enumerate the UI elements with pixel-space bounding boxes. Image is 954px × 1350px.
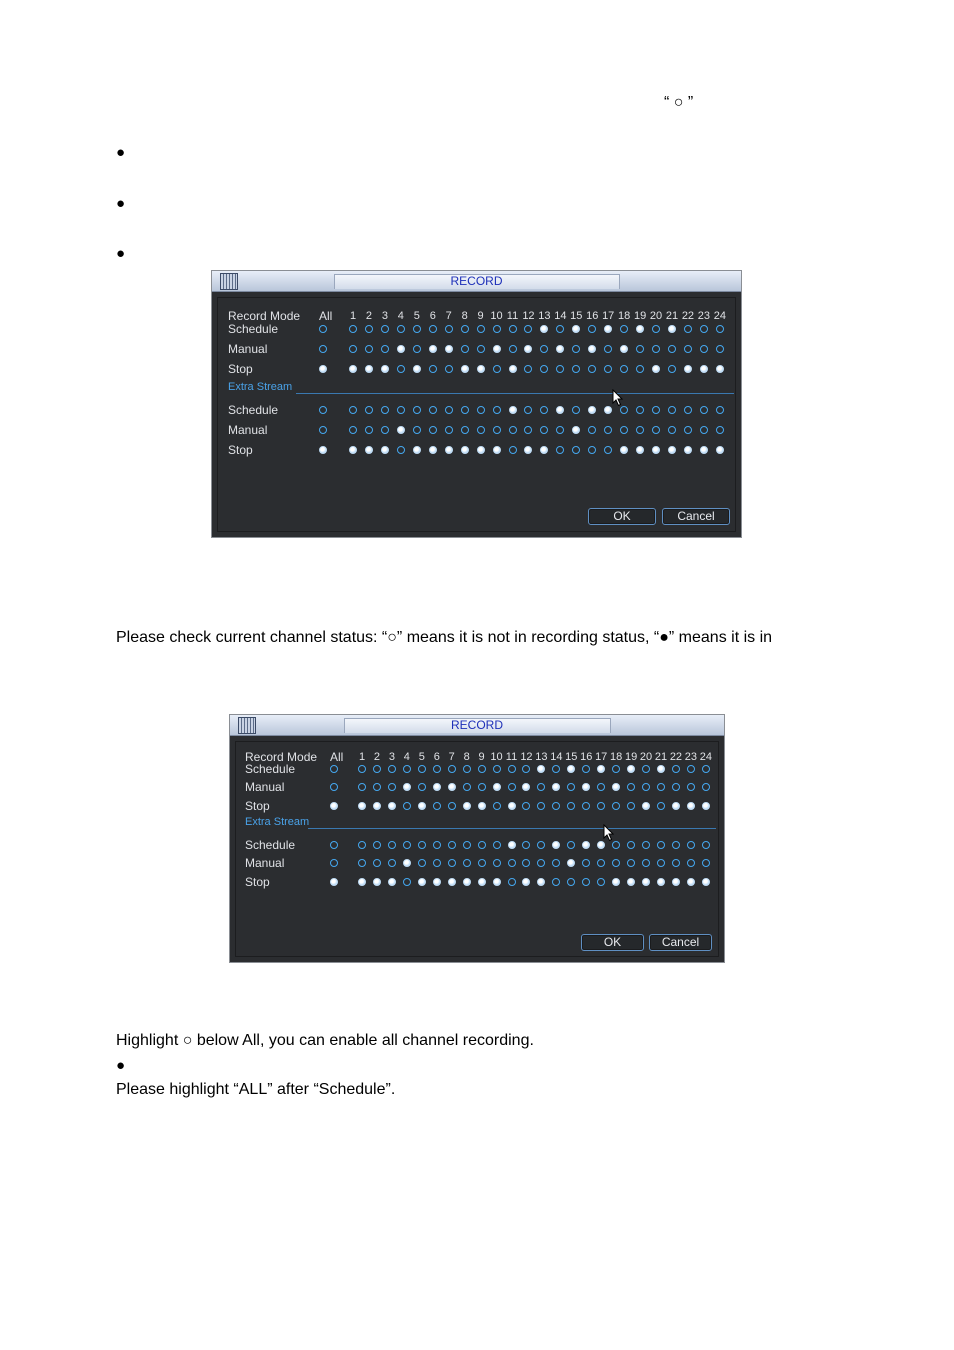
- channel-radio[interactable]: [413, 345, 421, 353]
- content-frame: [235, 741, 719, 957]
- channel-radio[interactable]: [445, 426, 453, 434]
- channel-number: 8: [463, 751, 470, 763]
- channel-radio[interactable]: [461, 446, 469, 454]
- channel-radio[interactable]: [413, 426, 421, 434]
- channel-radio[interactable]: [381, 406, 389, 414]
- channel-radio[interactable]: [478, 859, 486, 867]
- channel-radio[interactable]: [358, 878, 366, 886]
- channel-number: 4: [397, 310, 404, 322]
- row-label-manual: Manual: [245, 856, 285, 870]
- channel-number: 13: [538, 310, 551, 322]
- channel-radio[interactable]: [672, 859, 680, 867]
- channel-radio[interactable]: [702, 802, 710, 810]
- channel-radio[interactable]: [672, 841, 680, 849]
- all-radio-stop[interactable]: [330, 878, 338, 886]
- all-radio-stop[interactable]: [319, 365, 327, 373]
- channel-number: 12: [520, 751, 533, 763]
- channel-radio[interactable]: [652, 446, 660, 454]
- channel-radio[interactable]: [429, 345, 437, 353]
- channel-radio[interactable]: [478, 802, 486, 810]
- channel-number: 20: [639, 751, 653, 763]
- channel-number: 14: [550, 751, 563, 763]
- channel-number: 10: [490, 751, 503, 763]
- row-label-stop: Stop: [228, 443, 253, 457]
- channel-radio[interactable]: [687, 878, 695, 886]
- all-radio-manual[interactable]: [330, 783, 338, 791]
- channel-radio[interactable]: [349, 446, 357, 454]
- record-mode-header: Record Mode: [228, 309, 301, 323]
- extra-stream-label: Extra Stream: [228, 381, 293, 393]
- channel-radio[interactable]: [373, 783, 381, 791]
- row-label-manual: Manual: [245, 780, 285, 794]
- channel-radio[interactable]: [433, 802, 441, 810]
- channel-radio[interactable]: [687, 765, 695, 773]
- row-label-schedule: Schedule: [245, 762, 296, 776]
- channel-radio[interactable]: [684, 406, 692, 414]
- all-column-header: All: [330, 750, 344, 764]
- channel-radio[interactable]: [668, 426, 676, 434]
- channel-number: 5: [413, 310, 420, 322]
- channel-radio[interactable]: [493, 878, 501, 886]
- extra-stream-label: Extra Stream: [245, 816, 310, 828]
- channel-radio[interactable]: [445, 325, 453, 333]
- channel-radio[interactable]: [493, 765, 501, 773]
- channel-number: 5: [418, 751, 425, 763]
- channel-radio[interactable]: [463, 783, 471, 791]
- channel-radio[interactable]: [448, 802, 456, 810]
- channel-radio[interactable]: [684, 325, 692, 333]
- channel-number: 10: [490, 310, 503, 322]
- channel-radio[interactable]: [477, 365, 485, 373]
- all-radio-stop[interactable]: [330, 802, 338, 810]
- channel-number: 7: [445, 310, 452, 322]
- channel-radio[interactable]: [365, 426, 373, 434]
- channel-radio[interactable]: [668, 345, 676, 353]
- channel-radio[interactable]: [388, 783, 396, 791]
- channel-radio[interactable]: [349, 325, 357, 333]
- channel-number: 2: [373, 751, 380, 763]
- channel-radio[interactable]: [493, 783, 501, 791]
- channel-radio[interactable]: [687, 841, 695, 849]
- channel-radio[interactable]: [672, 802, 680, 810]
- channel-number: 17: [602, 310, 615, 322]
- channel-radio[interactable]: [684, 365, 692, 373]
- record-dialog: [229, 714, 725, 963]
- channel-radio[interactable]: [508, 841, 516, 849]
- channel-radio[interactable]: [700, 345, 708, 353]
- dialog-title: RECORD: [450, 274, 503, 288]
- channel-radio[interactable]: [509, 345, 517, 353]
- channel-number: 3: [381, 310, 388, 322]
- channel-radio[interactable]: [461, 325, 469, 333]
- channel-radio[interactable]: [716, 345, 724, 353]
- channel-number: 18: [610, 751, 623, 763]
- channel-radio[interactable]: [448, 841, 456, 849]
- cancel-button[interactable]: Cancel: [662, 508, 730, 525]
- channel-radio[interactable]: [403, 841, 411, 849]
- channel-radio[interactable]: [702, 878, 710, 886]
- channel-number: 24: [713, 310, 726, 322]
- channel-radio[interactable]: [445, 365, 453, 373]
- channel-number: 24: [699, 751, 712, 763]
- channel-radio[interactable]: [365, 365, 373, 373]
- channel-radio[interactable]: [716, 365, 724, 373]
- channel-radio[interactable]: [642, 841, 650, 849]
- channel-radio[interactable]: [365, 406, 373, 414]
- channel-number: 9: [478, 751, 485, 763]
- channel-radio[interactable]: [493, 841, 501, 849]
- channel-radio[interactable]: [349, 406, 357, 414]
- channel-radio[interactable]: [463, 765, 471, 773]
- channel-radio[interactable]: [429, 426, 437, 434]
- channel-radio[interactable]: [365, 446, 373, 454]
- channel-radio[interactable]: [716, 426, 724, 434]
- channel-radio[interactable]: [493, 345, 501, 353]
- channel-radio[interactable]: [687, 802, 695, 810]
- channel-radio[interactable]: [509, 446, 517, 454]
- channel-radio[interactable]: [429, 365, 437, 373]
- channel-number: 6: [433, 751, 440, 763]
- channel-radio[interactable]: [652, 325, 660, 333]
- channel-radio[interactable]: [445, 446, 453, 454]
- channel-radio[interactable]: [716, 446, 724, 454]
- row-label-schedule: Schedule: [245, 838, 296, 852]
- channel-radio[interactable]: [657, 859, 665, 867]
- channel-radio[interactable]: [657, 878, 665, 886]
- channel-radio[interactable]: [358, 859, 366, 867]
- channel-number: 23: [697, 310, 711, 322]
- record-dialog: [211, 270, 742, 538]
- all-radio-manual[interactable]: [319, 426, 327, 434]
- channel-radio[interactable]: [388, 859, 396, 867]
- channel-number: 19: [633, 310, 647, 322]
- channel-radio[interactable]: [445, 345, 453, 353]
- channel-radio[interactable]: [672, 878, 680, 886]
- channel-radio[interactable]: [672, 765, 680, 773]
- channel-radio[interactable]: [493, 446, 501, 454]
- channel-radio[interactable]: [702, 841, 710, 849]
- channel-radio[interactable]: [381, 325, 389, 333]
- channel-number: 17: [595, 751, 608, 763]
- channel-radio[interactable]: [668, 406, 676, 414]
- channel-radio[interactable]: [684, 345, 692, 353]
- channel-radio[interactable]: [463, 802, 471, 810]
- channel-radio[interactable]: [429, 325, 437, 333]
- channel-radio[interactable]: [373, 765, 381, 773]
- channel-radio[interactable]: [388, 802, 396, 810]
- channel-radio[interactable]: [373, 859, 381, 867]
- channel-number: 8: [461, 310, 468, 322]
- channel-number: 16: [580, 751, 593, 763]
- channel-number: 16: [586, 310, 599, 322]
- channel-radio[interactable]: [700, 426, 708, 434]
- channel-radio[interactable]: [668, 365, 676, 373]
- channel-radio[interactable]: [381, 446, 389, 454]
- channel-number: 12: [522, 310, 535, 322]
- channel-radio[interactable]: [642, 878, 650, 886]
- channel-radio[interactable]: [493, 365, 501, 373]
- channel-radio[interactable]: [478, 841, 486, 849]
- channel-radio[interactable]: [358, 841, 366, 849]
- channel-radio[interactable]: [700, 406, 708, 414]
- channel-radio[interactable]: [429, 406, 437, 414]
- channel-radio[interactable]: [684, 446, 692, 454]
- channel-number: 2: [365, 310, 372, 322]
- channel-radio[interactable]: [657, 765, 665, 773]
- channel-radio[interactable]: [509, 325, 517, 333]
- channel-radio[interactable]: [477, 446, 485, 454]
- channel-radio[interactable]: [463, 878, 471, 886]
- channel-radio[interactable]: [652, 365, 660, 373]
- channel-radio[interactable]: [403, 765, 411, 773]
- channel-number: 4: [403, 751, 410, 763]
- channel-radio[interactable]: [687, 859, 695, 867]
- channel-radio[interactable]: [413, 406, 421, 414]
- dialog-title: RECORD: [450, 718, 503, 732]
- channel-radio[interactable]: [373, 802, 381, 810]
- channel-radio[interactable]: [508, 859, 516, 867]
- channel-radio[interactable]: [403, 783, 411, 791]
- channel-radio[interactable]: [509, 406, 517, 414]
- channel-number: 7: [448, 751, 455, 763]
- channel-radio[interactable]: [448, 859, 456, 867]
- channel-radio[interactable]: [509, 426, 517, 434]
- channel-radio[interactable]: [418, 878, 426, 886]
- channel-radio[interactable]: [463, 841, 471, 849]
- channel-radio[interactable]: [448, 765, 456, 773]
- channel-radio[interactable]: [358, 783, 366, 791]
- dialog-title-bar: [230, 715, 724, 736]
- bullet: ●: [116, 144, 126, 161]
- channel-radio[interactable]: [365, 345, 373, 353]
- schedule-paragraph: Please highlight “ALL” after “Schedule”.: [116, 1081, 396, 1098]
- row-label-stop: Stop: [245, 875, 270, 889]
- channel-radio[interactable]: [700, 325, 708, 333]
- highlight-paragraph: Highlight ○ below All, you can enable all channel recording.: [116, 1032, 534, 1049]
- channel-radio[interactable]: [702, 783, 710, 791]
- channel-radio[interactable]: [445, 406, 453, 414]
- channel-radio[interactable]: [508, 802, 516, 810]
- channel-radio[interactable]: [388, 765, 396, 773]
- channel-radio[interactable]: [672, 783, 680, 791]
- channel-radio[interactable]: [461, 406, 469, 414]
- channel-radio[interactable]: [477, 406, 485, 414]
- row-label-schedule: Schedule: [228, 322, 279, 336]
- channel-radio[interactable]: [477, 325, 485, 333]
- channel-radio[interactable]: [397, 365, 405, 373]
- channel-radio[interactable]: [433, 765, 441, 773]
- channel-radio[interactable]: [403, 859, 411, 867]
- channel-radio[interactable]: [493, 802, 501, 810]
- channel-radio[interactable]: [365, 325, 373, 333]
- status-paragraph: Please check current channel status: “○” means it is not in recording status, “●” means it is in: [116, 629, 773, 646]
- channel-radio[interactable]: [397, 446, 405, 454]
- channel-number: 21: [665, 310, 679, 322]
- channel-radio[interactable]: [687, 783, 695, 791]
- all-radio-manual[interactable]: [330, 859, 338, 867]
- channel-number: 21: [654, 751, 668, 763]
- channel-radio[interactable]: [397, 345, 405, 353]
- channel-number: 6: [429, 310, 436, 322]
- channel-radio[interactable]: [668, 325, 676, 333]
- all-radio-schedule[interactable]: [319, 325, 327, 333]
- channel-radio[interactable]: [642, 859, 650, 867]
- channel-radio[interactable]: [418, 859, 426, 867]
- channel-number: 1: [349, 310, 357, 322]
- channel-radio[interactable]: [652, 345, 660, 353]
- channel-radio[interactable]: [433, 859, 441, 867]
- channel-radio[interactable]: [381, 365, 389, 373]
- channel-radio[interactable]: [642, 802, 650, 810]
- channel-number: 14: [554, 310, 567, 322]
- channel-radio[interactable]: [652, 406, 660, 414]
- channel-radio[interactable]: [652, 426, 660, 434]
- cancel-button[interactable]: Cancel: [649, 934, 712, 951]
- channel-radio[interactable]: [508, 765, 516, 773]
- channel-radio[interactable]: [373, 878, 381, 886]
- channel-radio[interactable]: [418, 802, 426, 810]
- channel-radio[interactable]: [418, 765, 426, 773]
- channel-radio[interactable]: [349, 345, 357, 353]
- channel-radio[interactable]: [403, 802, 411, 810]
- row-label-schedule: Schedule: [228, 403, 279, 417]
- channel-radio[interactable]: [716, 325, 724, 333]
- row-label-stop: Stop: [228, 362, 253, 376]
- channel-number: 20: [649, 310, 663, 322]
- channel-number: 15: [565, 751, 578, 763]
- bullet: ●: [116, 1057, 126, 1074]
- channel-radio[interactable]: [642, 765, 650, 773]
- channel-radio[interactable]: [381, 345, 389, 353]
- channel-number: 9: [477, 310, 484, 322]
- channel-radio[interactable]: [433, 841, 441, 849]
- channel-radio[interactable]: [493, 859, 501, 867]
- record-mode-header: Record Mode: [245, 750, 318, 764]
- channel-radio[interactable]: [508, 783, 516, 791]
- ok-button[interactable]: OK: [588, 508, 656, 525]
- all-radio-stop[interactable]: [319, 446, 327, 454]
- channel-number: 23: [684, 751, 698, 763]
- channel-radio[interactable]: [702, 859, 710, 867]
- channel-radio[interactable]: [403, 878, 411, 886]
- row-label-stop: Stop: [245, 799, 270, 813]
- channel-number: 22: [681, 310, 695, 322]
- channel-number: 13: [535, 751, 548, 763]
- channel-radio[interactable]: [413, 365, 421, 373]
- channel-radio[interactable]: [463, 859, 471, 867]
- quote-symbol: “ ○ ”: [664, 94, 694, 111]
- extra-stream-divider: [296, 393, 734, 394]
- channel-number: 11: [506, 310, 519, 322]
- channel-radio[interactable]: [388, 841, 396, 849]
- channel-radio[interactable]: [358, 765, 366, 773]
- channel-radio[interactable]: [508, 878, 516, 886]
- channel-radio[interactable]: [381, 426, 389, 434]
- channel-radio[interactable]: [684, 426, 692, 434]
- channel-radio[interactable]: [429, 446, 437, 454]
- bullet: ●: [116, 245, 126, 262]
- channel-radio[interactable]: [509, 365, 517, 373]
- channel-radio[interactable]: [668, 446, 676, 454]
- channel-radio[interactable]: [349, 365, 357, 373]
- channel-radio[interactable]: [413, 446, 421, 454]
- channel-number: 15: [570, 310, 583, 322]
- channel-radio[interactable]: [397, 426, 405, 434]
- dialog-title-bar: [212, 271, 741, 292]
- all-column-header: All: [319, 309, 333, 323]
- channel-radio[interactable]: [493, 406, 501, 414]
- channel-radio[interactable]: [716, 406, 724, 414]
- channel-radio[interactable]: [700, 365, 708, 373]
- channel-radio[interactable]: [478, 765, 486, 773]
- channel-radio[interactable]: [433, 783, 441, 791]
- channel-number: 19: [624, 751, 638, 763]
- channel-radio[interactable]: [461, 426, 469, 434]
- row-label-manual: Manual: [228, 342, 268, 356]
- channel-radio[interactable]: [413, 325, 421, 333]
- all-radio-schedule[interactable]: [330, 841, 338, 849]
- channel-number: 3: [388, 751, 395, 763]
- extra-stream-divider: [308, 828, 716, 829]
- channel-radio[interactable]: [448, 783, 456, 791]
- channel-radio[interactable]: [493, 426, 501, 434]
- channel-radio[interactable]: [461, 365, 469, 373]
- channel-radio[interactable]: [478, 878, 486, 886]
- channel-number: 22: [669, 751, 683, 763]
- channel-radio[interactable]: [702, 765, 710, 773]
- channel-number: 11: [505, 751, 518, 763]
- channel-radio[interactable]: [373, 841, 381, 849]
- channel-radio[interactable]: [657, 802, 665, 810]
- channel-radio[interactable]: [477, 345, 485, 353]
- channel-radio[interactable]: [418, 783, 426, 791]
- channel-radio[interactable]: [478, 783, 486, 791]
- channel-number: 1: [358, 751, 366, 763]
- channel-radio[interactable]: [448, 878, 456, 886]
- all-radio-schedule[interactable]: [319, 406, 327, 414]
- channel-radio[interactable]: [418, 841, 426, 849]
- channel-number: 18: [618, 310, 631, 322]
- channel-radio[interactable]: [642, 783, 650, 791]
- channel-radio[interactable]: [397, 406, 405, 414]
- channel-radio[interactable]: [461, 345, 469, 353]
- channel-radio[interactable]: [433, 878, 441, 886]
- ok-button[interactable]: OK: [581, 934, 644, 951]
- all-radio-manual[interactable]: [319, 345, 327, 353]
- row-label-manual: Manual: [228, 423, 268, 437]
- bullet: ●: [116, 195, 126, 212]
- channel-radio[interactable]: [700, 446, 708, 454]
- all-radio-schedule[interactable]: [330, 765, 338, 773]
- channel-radio[interactable]: [493, 325, 501, 333]
- channel-radio[interactable]: [388, 878, 396, 886]
- channel-radio[interactable]: [477, 426, 485, 434]
- channel-radio[interactable]: [397, 325, 405, 333]
- channel-radio[interactable]: [358, 802, 366, 810]
- channel-radio[interactable]: [657, 841, 665, 849]
- channel-radio[interactable]: [657, 783, 665, 791]
- channel-radio[interactable]: [349, 426, 357, 434]
